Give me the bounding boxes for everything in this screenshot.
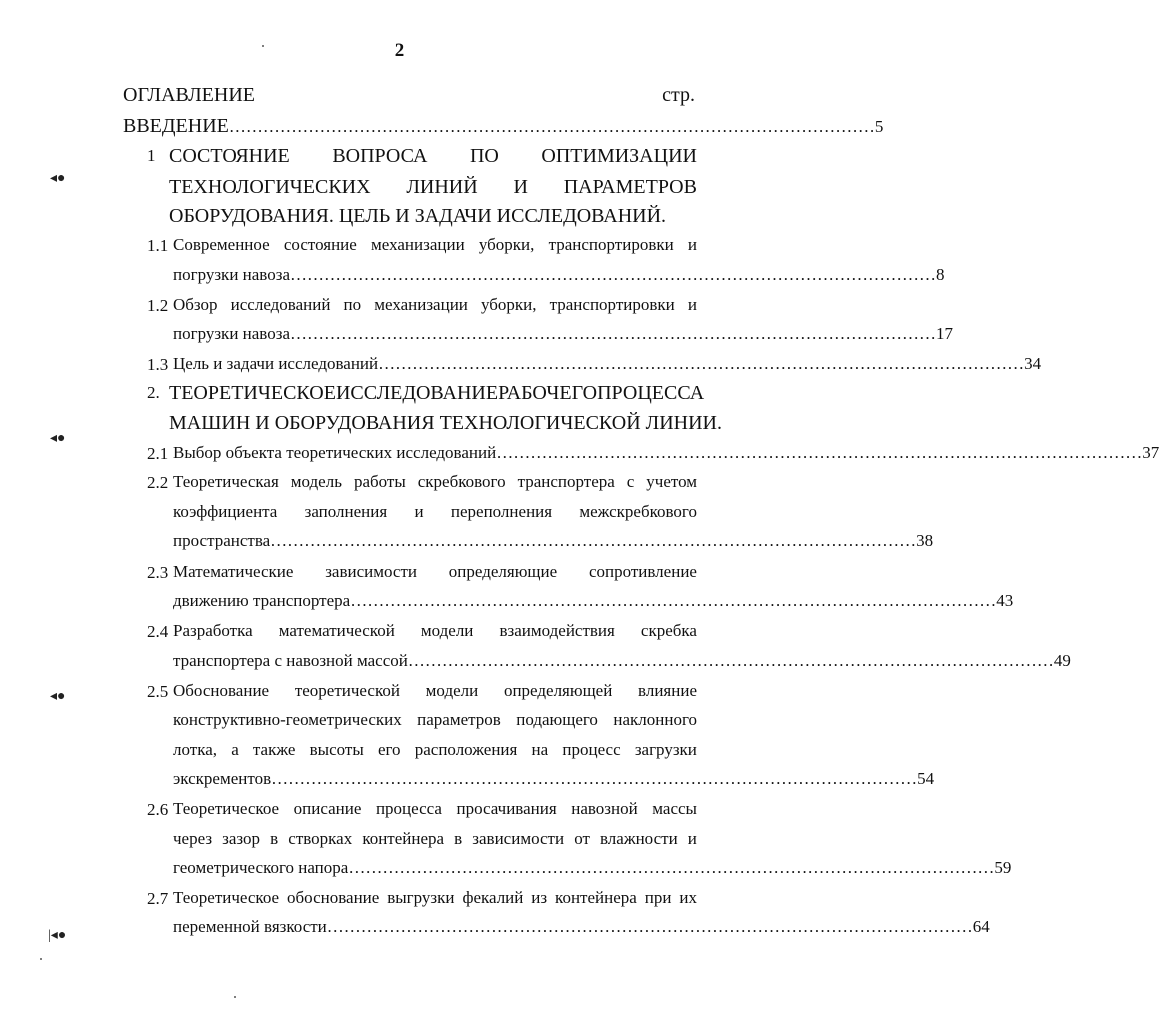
- word: от: [574, 829, 590, 848]
- toc-header: [123, 84, 695, 107]
- entry-page: 64: [972, 917, 990, 936]
- leader-dots: ……………………………………………………………………………………………………: [378, 354, 1025, 373]
- word: модели: [420, 621, 474, 640]
- entry-label: транспортера с навозной массой: [173, 651, 408, 670]
- entry-page: 54: [917, 769, 935, 788]
- section-1-2-line-2[interactable]: [173, 324, 953, 343]
- word: процесса: [375, 799, 442, 818]
- section-1-2-number: 1.2: [147, 296, 169, 315]
- section-2-2-line-3[interactable]: [173, 531, 934, 550]
- section-2-7-line-1[interactable]: [173, 889, 697, 906]
- word: ВОПРОСА: [332, 145, 428, 167]
- entry-label: экскрементов: [173, 769, 272, 788]
- section-2-3-number: 2.3: [147, 563, 169, 582]
- entry-label: Цель и задачи исследований: [173, 354, 379, 373]
- word: на: [531, 740, 549, 759]
- entry-page: 34: [1024, 354, 1042, 373]
- word: модель: [290, 472, 342, 491]
- word: а: [231, 740, 239, 759]
- word: контейнера: [362, 829, 445, 848]
- entry-label: переменной вязкости: [173, 917, 327, 936]
- scan-hole-mark-icon: ◂●: [50, 431, 66, 446]
- leader-dots: ……………………………………………………………………………………………………: [289, 265, 936, 284]
- entry-label: Выбор объекта теоретических исследований: [173, 443, 497, 462]
- leader-dots: ……………………………………………………………………………………………………: [326, 917, 973, 936]
- word: исследований: [230, 295, 331, 314]
- word: подающего: [516, 710, 598, 729]
- leader-dots: ……………………………………………………………………………………………………: [228, 117, 875, 136]
- word: ТЕХНОЛОГИЧЕСКИХ: [169, 176, 371, 198]
- word: конструктивно-геометрических: [173, 710, 402, 729]
- leader-dots: ……………………………………………………………………………………………………: [270, 531, 917, 550]
- scan-speck: [234, 996, 236, 998]
- leader-dots: ……………………………………………………………………………………………………: [350, 591, 997, 610]
- entry-label: пространства: [173, 531, 271, 550]
- word: определяющие: [448, 562, 558, 581]
- section-1-1-number: 1.1: [147, 236, 169, 255]
- word: ИССЛЕДОВАНИЕ: [335, 382, 499, 404]
- word: просачивания: [456, 799, 557, 818]
- word: и: [687, 829, 697, 848]
- word: выгрузки: [387, 888, 455, 907]
- word: механизации: [374, 295, 468, 314]
- chapter-2-title-line-1[interactable]: [169, 382, 705, 404]
- section-2-7-number: 2.7: [147, 889, 169, 908]
- entry-page: 59: [994, 858, 1012, 877]
- word: Теоретическое: [173, 799, 280, 818]
- section-2-3-line-1[interactable]: [173, 563, 697, 580]
- chapter-2-number: 2.: [147, 383, 160, 402]
- word: при: [644, 888, 672, 907]
- section-2-7-line-2[interactable]: [173, 917, 990, 936]
- word: в: [270, 829, 279, 848]
- page-number: 2: [394, 40, 405, 61]
- section-1-3-number: 1.3: [147, 355, 169, 374]
- word: также: [252, 740, 296, 759]
- word: параметров: [417, 710, 501, 729]
- chapter-2-title-line-2[interactable]: МАШИН И ОБОРУДОВАНИЯ ТЕХНОЛОГИЧЕСКОЙ ЛИНИИ.: [169, 412, 722, 434]
- word: с: [626, 472, 635, 491]
- section-2-2-number: 2.2: [147, 473, 169, 492]
- word: Математические: [173, 562, 294, 581]
- intro-page: 5: [874, 117, 884, 136]
- chapter-1-title-line-2[interactable]: [169, 177, 697, 197]
- section-1-1-line-2[interactable]: [173, 265, 945, 284]
- word: теоретической: [294, 681, 400, 700]
- word: модели: [425, 681, 479, 700]
- scan-hole-mark-icon: ◂●: [50, 171, 66, 186]
- section-2-1-number: 2.1: [147, 444, 169, 463]
- section-2-2-line-2[interactable]: [173, 503, 697, 520]
- section-2-6-line-2[interactable]: [173, 830, 697, 847]
- word: транспортировки: [548, 235, 674, 254]
- entry-page: 38: [916, 531, 934, 550]
- scan-hole-mark-icon: ◂●: [50, 689, 66, 704]
- word: зависимости: [472, 829, 565, 848]
- word: описание: [293, 799, 362, 818]
- word: уборки,: [480, 295, 537, 314]
- leader-dots: ……………………………………………………………………………………………………: [289, 324, 936, 343]
- word: из: [531, 888, 548, 907]
- word: Обзор: [173, 295, 218, 314]
- entry-page: 37: [1142, 443, 1159, 462]
- section-2-3-line-2[interactable]: [173, 591, 1014, 610]
- word: и: [687, 235, 697, 254]
- section-2-5-line-3[interactable]: [173, 741, 697, 758]
- word: Теоретическая: [173, 472, 279, 491]
- word: загрузки: [634, 740, 697, 759]
- word: математической: [278, 621, 395, 640]
- section-1-3-entry[interactable]: [173, 354, 1042, 373]
- word: навозной: [571, 799, 638, 818]
- toc-title: ОГЛАВЛЕНИЕ: [123, 84, 255, 106]
- word: взаимодействия: [499, 621, 615, 640]
- word: массы: [652, 799, 697, 818]
- word: створках: [288, 829, 353, 848]
- scan-hole-mark-icon: |◂●: [48, 928, 67, 943]
- word: обоснование: [287, 888, 380, 907]
- section-1-2-line-1[interactable]: [173, 296, 697, 313]
- word: расположения: [414, 740, 518, 759]
- entry-page: 49: [1053, 651, 1071, 670]
- entry-label: погрузки навоза: [173, 324, 290, 343]
- chapter-1-number: 1: [147, 146, 156, 165]
- entry-label: движению транспортера: [173, 591, 351, 610]
- section-2-6-line-1[interactable]: [173, 800, 697, 817]
- toc-entry-intro[interactable]: [123, 115, 884, 137]
- word: определяющей: [503, 681, 613, 700]
- word: Теоретическое: [173, 888, 280, 907]
- word: РАБОЧЕГО: [498, 382, 598, 404]
- section-2-5-line-4[interactable]: [173, 769, 935, 788]
- page-column-label: стр.: [662, 84, 695, 106]
- word: скребка: [640, 621, 697, 640]
- section-2-5-line-1[interactable]: [173, 682, 697, 699]
- section-2-4-number: 2.4: [147, 622, 169, 641]
- word: зависимости: [325, 562, 418, 581]
- intro-label: ВВЕДЕНИЕ: [123, 115, 229, 137]
- leader-dots: ……………………………………………………………………………………………………: [348, 858, 995, 877]
- word: процесс: [562, 740, 621, 759]
- leader-dots: ……………………………………………………………………………………………………: [407, 651, 1054, 670]
- word: через: [173, 829, 213, 848]
- word: ПО: [469, 145, 499, 167]
- word: работы: [353, 472, 406, 491]
- word: высоты: [309, 740, 364, 759]
- scan-speck: [262, 45, 264, 47]
- entry-label: погрузки навоза: [173, 265, 290, 284]
- section-2-4-line-2[interactable]: [173, 651, 1071, 670]
- word: контейнера: [555, 888, 637, 907]
- word: влияние: [638, 681, 697, 700]
- section-2-5-number: 2.5: [147, 682, 169, 701]
- section-2-6-number: 2.6: [147, 800, 169, 819]
- section-2-2-line-1[interactable]: [173, 473, 697, 490]
- section-1-1-line-1[interactable]: [173, 236, 697, 253]
- word: по: [343, 295, 362, 314]
- word: фекалий: [462, 888, 524, 907]
- word: наклонного: [613, 710, 697, 729]
- word: СОСТОЯНИЕ: [169, 145, 290, 167]
- word: его: [377, 740, 401, 759]
- word: Обоснование: [173, 681, 270, 700]
- word: переполнения: [450, 502, 553, 521]
- word: механизации: [371, 235, 465, 254]
- word: сопротивление: [588, 562, 697, 581]
- leader-dots: ……………………………………………………………………………………………………: [271, 769, 918, 788]
- word: их: [679, 888, 697, 907]
- section-2-4-line-1[interactable]: [173, 622, 697, 639]
- section-2-6-line-3[interactable]: [173, 858, 1012, 877]
- chapter-1-title-line-3[interactable]: ОБОРУДОВАНИЯ. ЦЕЛЬ И ЗАДАЧИ ИССЛЕДОВАНИЙ.: [169, 205, 667, 227]
- section-2-5-line-2[interactable]: [173, 711, 697, 728]
- leader-dots: ……………………………………………………………………………………………………: [496, 443, 1143, 462]
- word: ЛИНИЙ: [406, 176, 478, 198]
- word: заполнения: [304, 502, 388, 521]
- word: учетом: [646, 472, 697, 491]
- scan-speck: [40, 958, 42, 960]
- word: Современное: [173, 235, 270, 254]
- word: лотка,: [173, 740, 217, 759]
- word: состояние: [283, 235, 357, 254]
- word: Разработка: [173, 621, 253, 640]
- word: уборки,: [478, 235, 535, 254]
- word: ПАРАМЕТРОВ: [563, 176, 697, 198]
- word: в: [454, 829, 463, 848]
- entry-page: 43: [996, 591, 1014, 610]
- word: межскребкового: [579, 502, 697, 521]
- word: ПРОЦЕССА: [597, 382, 705, 404]
- section-2-1-entry[interactable]: [173, 443, 1159, 462]
- word: влажности: [600, 829, 678, 848]
- word: коэффициента: [173, 502, 278, 521]
- word: транспортировки: [549, 295, 675, 314]
- entry-page: 17: [935, 324, 953, 343]
- word: транспортера: [517, 472, 615, 491]
- chapter-1-title-line-1[interactable]: [169, 146, 697, 166]
- word: зазор: [222, 829, 261, 848]
- entry-label: геометрического напора: [173, 858, 349, 877]
- word: ТЕОРЕТИЧЕСКОЕ: [169, 382, 336, 404]
- entry-page: 8: [935, 265, 945, 284]
- word: И: [513, 176, 528, 198]
- word: скребкового: [417, 472, 506, 491]
- word: и: [687, 295, 697, 314]
- word: и: [414, 502, 424, 521]
- word: ОПТИМИЗАЦИИ: [541, 145, 697, 167]
